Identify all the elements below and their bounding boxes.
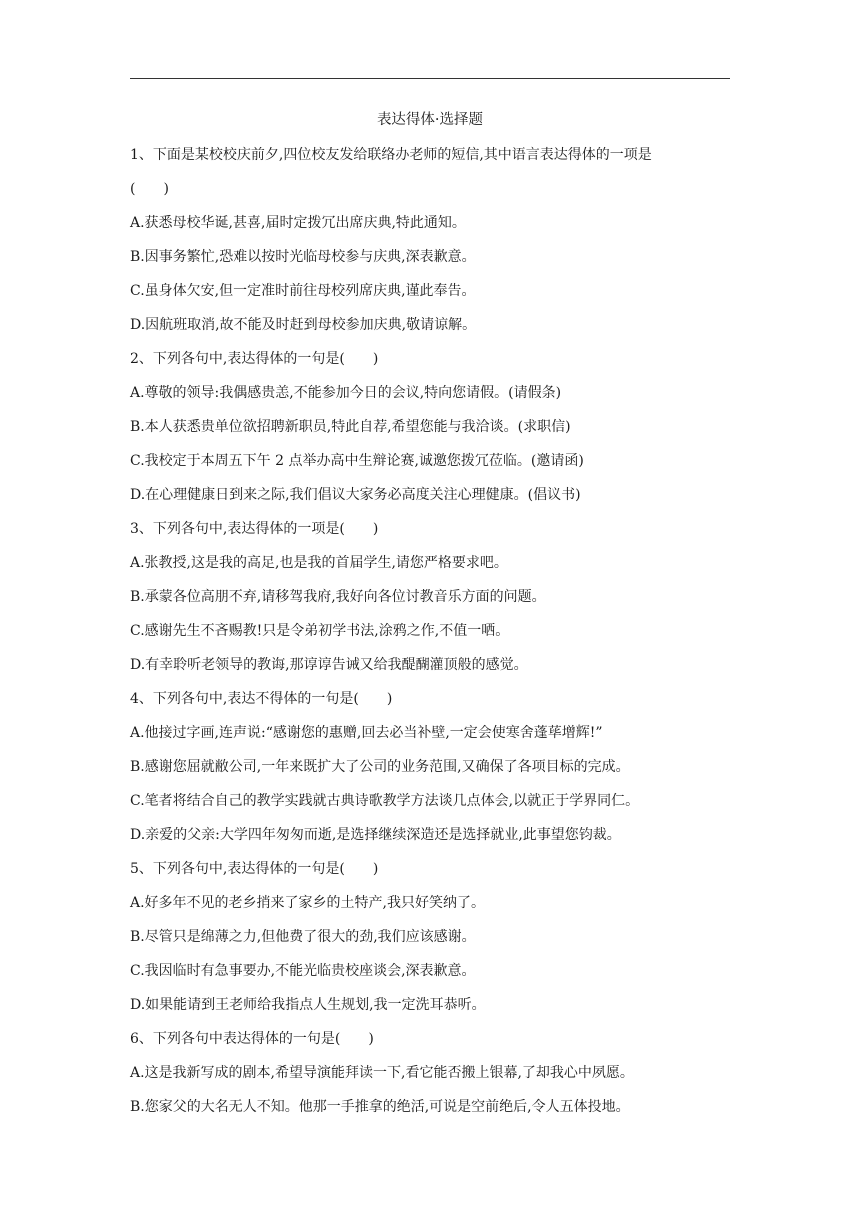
question-5-option-c: C.我因临时有急事要办,不能光临贵校座谈会,深表歉意。: [130, 963, 476, 979]
question-5-option-d: D.如果能请到王老师给我指点人生规划,我一定洗耳恭听。: [130, 997, 486, 1013]
question-6-option-b: B.您家父的大名无人不知。他那一手推拿的绝活,可说是空前绝后,令人五体投地。: [130, 1099, 630, 1115]
header-rule: [130, 78, 730, 79]
question-3-option-c: C.感谢先生不吝赐教!只是令弟初学书法,涂鸦之作,不值一哂。: [130, 623, 510, 639]
question-3-option-a: A.张教授,这是我的高足,也是我的首届学生,请您严格要求吧。: [130, 555, 508, 571]
question-2-option-a: A.尊敬的领导:我偶感贵恙,不能参加今日的会议,特向您请假。(请假条): [130, 385, 562, 401]
question-content: [130, 145, 730, 1131]
question-4-stem: 4、下列各句中,表达不得体的一句是( ): [130, 691, 393, 707]
question-3-stem: 3、下列各句中,表达得体的一项是( ): [130, 521, 379, 537]
question-1-option-d: D.因航班取消,故不能及时赶到母校参加庆典,敬请谅解。: [130, 317, 477, 333]
question-4-option-b: B.感谢您屈就敝公司,一年来既扩大了公司的业务范围,又确保了各项目标的完成。: [130, 759, 630, 775]
question-4-option-a: A.他接过字画,连声说:“感谢您的惠赠,回去必当补壁,一定会使寒舍蓬荜增辉!”: [130, 725, 603, 741]
question-6-stem: 6、下列各句中表达得体的一句是( ): [130, 1031, 374, 1047]
question-1-blank: ( ): [130, 181, 169, 197]
question-2-stem: 2、下列各句中,表达得体的一句是( ): [130, 351, 379, 367]
question-3-option-d: D.有幸聆听老领导的教诲,那谆谆告诫又给我醍醐灌顶般的感觉。: [130, 657, 528, 673]
question-5-stem: 5、下列各句中,表达得体的一句是( ): [130, 861, 379, 877]
question-6-option-a: A.这是我新写成的剧本,希望导演能拜读一下,看它能否搬上银幕,了却我心中夙愿。: [130, 1065, 634, 1081]
question-1-stem: 1、下面是某校校庆前夕,四位校友发给联络办老师的短信,其中语言表达得体的一项是: [130, 147, 652, 163]
question-1-option-a: A.获悉母校华诞,甚喜,届时定拨冗出席庆典,特此通知。: [130, 215, 466, 231]
question-5-option-a: A.好多年不见的老乡捎来了家乡的土特产,我只好笑纳了。: [130, 895, 486, 911]
question-2-option-b: B.本人获悉贵单位欲招聘新职员,特此自荐,希望您能与我洽谈。(求职信): [130, 419, 571, 435]
question-2-option-d: D.在心理健康日到来之际,我们倡议大家务必高度关注心理健康。(倡议书): [130, 487, 581, 503]
question-5-option-b: B.尽管只是绵薄之力,但他费了很大的劲,我们应该感谢。: [130, 929, 476, 945]
question-1-option-c: C.虽身体欠安,但一定准时前往母校列席庆典,谨此奉告。: [130, 283, 476, 299]
question-4-option-d: D.亲爱的父亲:大学四年匆匆而逝,是选择继续深造还是选择就业,此事望您钧裁。: [130, 827, 621, 843]
question-4-option-c: C.笔者将结合自己的教学实践就古典诗歌教学方法谈几点体会,以就正于学界同仁。: [130, 793, 640, 809]
page-title: 表达得体·选择题: [376, 112, 484, 128]
question-3-option-b: B.承蒙各位高朋不弃,请移驾我府,我好向各位讨教音乐方面的问题。: [130, 589, 546, 605]
question-1-option-b: B.因事务繁忙,恐难以按时光临母校参与庆典,深表歉意。: [130, 249, 476, 265]
question-2-option-c: C.我校定于本周五下午 2 点举办高中生辩论赛,诚邀您拨冗莅临。(邀请函): [130, 453, 584, 469]
